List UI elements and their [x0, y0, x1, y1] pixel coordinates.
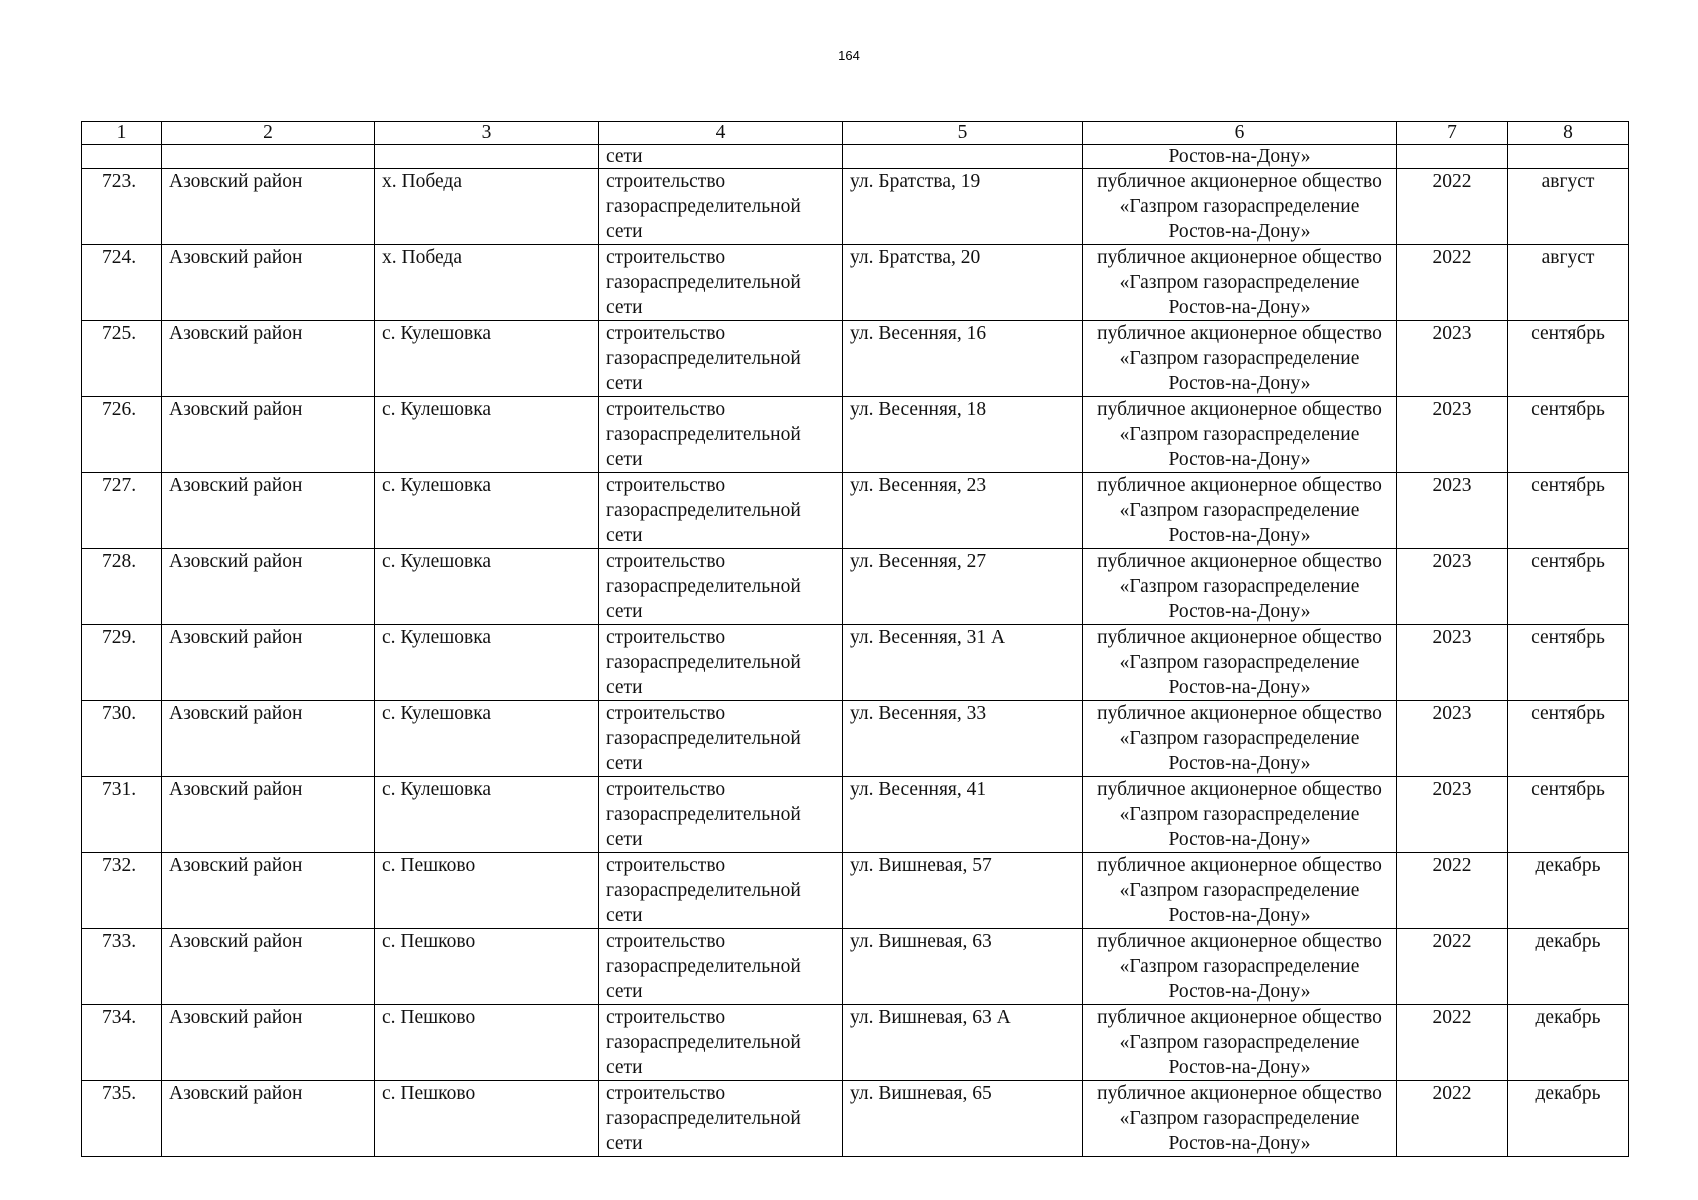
address-cell: ул. Весенняя, 27 [843, 549, 1083, 625]
work-type-line: строительство [606, 1083, 726, 1104]
organization-line: «Газпром газораспределение [1119, 272, 1360, 293]
address-cell: ул. Вишневая, 57 [843, 853, 1083, 929]
work-type-line: строительство [606, 551, 726, 572]
month-cell: декабрь [1508, 853, 1629, 929]
address-cell: ул. Весенняя, 33 [843, 701, 1083, 777]
organization-cell [1083, 701, 1397, 777]
row-number-cell: 724. [82, 245, 162, 321]
work-type-line: строительство [606, 399, 726, 420]
organization-line: публичное акционерное общество [1097, 1007, 1382, 1028]
work-type-line: газораспределительной [606, 576, 801, 597]
table-row [82, 473, 1629, 549]
table-cell [1508, 145, 1629, 169]
row-number-cell: 727. [82, 473, 162, 549]
table-row [82, 245, 1629, 321]
work-type-line: сети [606, 297, 643, 318]
month-cell: август [1508, 169, 1629, 245]
work-type-line: газораспределительной [606, 500, 801, 521]
district-cell: Азовский район [162, 701, 375, 777]
settlement-cell: с. Кулешовка [375, 473, 599, 549]
year-cell: 2022 [1397, 245, 1508, 321]
settlement-cell: с. Кулешовка [375, 701, 599, 777]
organization-line: публичное акционерное общество [1097, 551, 1382, 572]
month-cell: сентябрь [1508, 549, 1629, 625]
organization-line: публичное акционерное общество [1097, 627, 1382, 648]
work-type-line: газораспределительной [606, 956, 801, 977]
district-cell: Азовский район [162, 397, 375, 473]
work-type-line: газораспределительной [606, 196, 801, 217]
year-cell: 2023 [1397, 625, 1508, 701]
district-cell: Азовский район [162, 625, 375, 701]
address-cell: ул. Братства, 19 [843, 169, 1083, 245]
column-number: 3 [375, 122, 599, 145]
organization-cell [1083, 1081, 1397, 1157]
work-type-cell [599, 701, 843, 777]
row-number-cell: 730. [82, 701, 162, 777]
row-number-cell: 733. [82, 929, 162, 1005]
organization-line: Ростов-на-Дону» [1168, 829, 1311, 850]
organization-cell: Ростов-на-Дону» [1083, 145, 1397, 169]
year-cell: 2023 [1397, 701, 1508, 777]
district-cell: Азовский район [162, 777, 375, 853]
table-row [82, 929, 1629, 1005]
work-type-line: строительство [606, 247, 726, 268]
table-row [82, 1081, 1629, 1157]
address-cell: ул. Весенняя, 41 [843, 777, 1083, 853]
district-cell: Азовский район [162, 473, 375, 549]
work-type-line: газораспределительной [606, 652, 801, 673]
organization-line: «Газпром газораспределение [1119, 1032, 1360, 1053]
work-type-line: строительство [606, 1007, 726, 1028]
settlement-cell: с. Кулешовка [375, 397, 599, 473]
year-cell: 2023 [1397, 397, 1508, 473]
column-number: 4 [599, 122, 843, 145]
organization-cell [1083, 853, 1397, 929]
table-cell [162, 145, 375, 169]
work-type-cell: сети [599, 145, 843, 169]
work-type-cell [599, 625, 843, 701]
settlement-cell: с. Кулешовка [375, 777, 599, 853]
work-type-line: газораспределительной [606, 272, 801, 293]
work-type-cell [599, 1081, 843, 1157]
organization-line: «Газпром газораспределение [1119, 804, 1360, 825]
row-number-cell: 735. [82, 1081, 162, 1157]
district-cell: Азовский район [162, 169, 375, 245]
table-row [82, 1005, 1629, 1081]
organization-line: «Газпром газораспределение [1119, 576, 1360, 597]
year-cell: 2022 [1397, 1081, 1508, 1157]
district-cell: Азовский район [162, 549, 375, 625]
year-cell: 2022 [1397, 1005, 1508, 1081]
organization-line: публичное акционерное общество [1097, 1083, 1382, 1104]
work-type-line: строительство [606, 475, 726, 496]
table-body [82, 122, 1629, 1157]
work-type-line: строительство [606, 171, 726, 192]
work-type-line: сети [606, 221, 643, 242]
work-type-line: строительство [606, 627, 726, 648]
year-cell: 2022 [1397, 169, 1508, 245]
organization-line: «Газпром газораспределение [1119, 500, 1360, 521]
organization-line: Ростов-на-Дону» [1168, 449, 1311, 470]
work-type-cell [599, 549, 843, 625]
table-row [82, 321, 1629, 397]
address-cell: ул. Братства, 20 [843, 245, 1083, 321]
settlement-cell: с. Кулешовка [375, 625, 599, 701]
column-number: 1 [82, 122, 162, 145]
organization-line: публичное акционерное общество [1097, 247, 1382, 268]
address-cell: ул. Весенняя, 23 [843, 473, 1083, 549]
row-number-cell: 728. [82, 549, 162, 625]
work-type-line: сети [606, 1133, 643, 1154]
month-cell: сентябрь [1508, 397, 1629, 473]
district-cell: Азовский район [162, 1005, 375, 1081]
work-type-line: сети [606, 373, 643, 394]
month-cell: декабрь [1508, 1005, 1629, 1081]
organization-line: Ростов-на-Дону» [1168, 601, 1311, 622]
organization-cell [1083, 1005, 1397, 1081]
settlement-cell: с. Кулешовка [375, 549, 599, 625]
settlement-cell: с. Пешково [375, 1005, 599, 1081]
organization-line: «Газпром газораспределение [1119, 348, 1360, 369]
organization-line: Ростов-на-Дону» [1168, 221, 1311, 242]
organization-line: публичное акционерное общество [1097, 931, 1382, 952]
organization-line: Ростов-на-Дону» [1168, 297, 1311, 318]
organization-line: Ростов-на-Дону» [1168, 677, 1311, 698]
organization-line: публичное акционерное общество [1097, 779, 1382, 800]
work-type-cell [599, 397, 843, 473]
table-row [82, 777, 1629, 853]
year-cell: 2023 [1397, 549, 1508, 625]
year-cell: 2022 [1397, 929, 1508, 1005]
organization-line: «Газпром газораспределение [1119, 196, 1360, 217]
work-type-line: строительство [606, 931, 726, 952]
organization-line: публичное акционерное общество [1097, 475, 1382, 496]
work-type-line: газораспределительной [606, 1032, 801, 1053]
column-number-row [82, 122, 1629, 145]
month-cell: сентябрь [1508, 625, 1629, 701]
address-cell: ул. Вишневая, 63 [843, 929, 1083, 1005]
organization-line: «Газпром газораспределение [1119, 652, 1360, 673]
row-number-cell: 725. [82, 321, 162, 397]
work-type-line: сети [606, 905, 643, 926]
work-type-line: сети [606, 601, 643, 622]
work-type-line: сети [606, 981, 643, 1002]
organization-line: публичное акционерное общество [1097, 171, 1382, 192]
year-cell: 2023 [1397, 321, 1508, 397]
settlement-cell: х. Победа [375, 245, 599, 321]
row-number-cell: 723. [82, 169, 162, 245]
work-type-line: сети [606, 753, 643, 774]
organization-cell [1083, 321, 1397, 397]
district-cell: Азовский район [162, 853, 375, 929]
work-type-line: газораспределительной [606, 424, 801, 445]
organization-cell [1083, 473, 1397, 549]
organization-line: публичное акционерное общество [1097, 703, 1382, 724]
organization-line: публичное акционерное общество [1097, 855, 1382, 876]
table-cell [843, 145, 1083, 169]
work-type-line: газораспределительной [606, 348, 801, 369]
table-row [82, 625, 1629, 701]
district-cell: Азовский район [162, 245, 375, 321]
work-type-cell [599, 169, 843, 245]
organization-cell [1083, 245, 1397, 321]
organization-line: Ростов-на-Дону» [1168, 373, 1311, 394]
table-row [82, 169, 1629, 245]
table-row [82, 397, 1629, 473]
work-type-line: сети [606, 525, 643, 546]
district-cell: Азовский район [162, 929, 375, 1005]
work-type-line: сети [606, 449, 643, 470]
organization-line: «Газпром газораспределение [1119, 1108, 1360, 1129]
work-type-line: газораспределительной [606, 804, 801, 825]
work-type-line: сети [606, 829, 643, 850]
settlement-cell: х. Победа [375, 169, 599, 245]
address-cell: ул. Вишневая, 63 А [843, 1005, 1083, 1081]
organization-line: Ростов-на-Дону» [1168, 1133, 1311, 1154]
organization-line: Ростов-на-Дону» [1168, 981, 1311, 1002]
settlement-cell: с. Пешково [375, 929, 599, 1005]
organization-line: Ростов-на-Дону» [1168, 905, 1311, 926]
district-cell: Азовский район [162, 321, 375, 397]
table-row [82, 701, 1629, 777]
column-number: 6 [1083, 122, 1397, 145]
column-number: 7 [1397, 122, 1508, 145]
column-number: 8 [1508, 122, 1629, 145]
work-type-line: строительство [606, 855, 726, 876]
table-cell [375, 145, 599, 169]
month-cell: август [1508, 245, 1629, 321]
work-type-cell [599, 1005, 843, 1081]
address-cell: ул. Весенняя, 18 [843, 397, 1083, 473]
organization-line: публичное акционерное общество [1097, 399, 1382, 420]
continuation-row [82, 145, 1629, 169]
organization-line: публичное акционерное общество [1097, 323, 1382, 344]
work-type-cell [599, 777, 843, 853]
column-number: 5 [843, 122, 1083, 145]
column-number: 2 [162, 122, 375, 145]
month-cell: сентябрь [1508, 777, 1629, 853]
settlement-cell: с. Пешково [375, 1081, 599, 1157]
organization-line: «Газпром газораспределение [1119, 424, 1360, 445]
organization-cell [1083, 397, 1397, 473]
year-cell: 2023 [1397, 777, 1508, 853]
organization-line: Ростов-на-Дону» [1168, 1057, 1311, 1078]
month-cell: декабрь [1508, 1081, 1629, 1157]
organization-cell [1083, 169, 1397, 245]
work-type-cell [599, 245, 843, 321]
page-number: 164 [838, 48, 860, 63]
work-type-line: строительство [606, 323, 726, 344]
organization-line: Ростов-на-Дону» [1168, 753, 1311, 774]
registry-table [81, 121, 1629, 1157]
table-cell [1397, 145, 1508, 169]
work-type-line: газораспределительной [606, 1108, 801, 1129]
organization-cell [1083, 625, 1397, 701]
row-number-cell: 734. [82, 1005, 162, 1081]
organization-line: Ростов-на-Дону» [1168, 525, 1311, 546]
table-row [82, 853, 1629, 929]
table-cell [82, 145, 162, 169]
address-cell: ул. Весенняя, 31 А [843, 625, 1083, 701]
work-type-cell [599, 853, 843, 929]
settlement-cell: с. Пешково [375, 853, 599, 929]
row-number-cell: 726. [82, 397, 162, 473]
month-cell: сентябрь [1508, 473, 1629, 549]
organization-cell [1083, 929, 1397, 1005]
row-number-cell: 731. [82, 777, 162, 853]
work-type-line: строительство [606, 779, 726, 800]
row-number-cell: 729. [82, 625, 162, 701]
address-cell: ул. Весенняя, 16 [843, 321, 1083, 397]
table-row [82, 549, 1629, 625]
year-cell: 2023 [1397, 473, 1508, 549]
month-cell: декабрь [1508, 929, 1629, 1005]
organization-line: «Газпром газораспределение [1119, 880, 1360, 901]
work-type-line: газораспределительной [606, 880, 801, 901]
work-type-line: строительство [606, 703, 726, 724]
work-type-line: газораспределительной [606, 728, 801, 749]
month-cell: сентябрь [1508, 321, 1629, 397]
month-cell: сентябрь [1508, 701, 1629, 777]
work-type-cell [599, 929, 843, 1005]
organization-cell [1083, 549, 1397, 625]
row-number-cell: 732. [82, 853, 162, 929]
work-type-line: сети [606, 1057, 643, 1078]
work-type-cell [599, 473, 843, 549]
organization-line: «Газпром газораспределение [1119, 728, 1360, 749]
year-cell: 2022 [1397, 853, 1508, 929]
district-cell: Азовский район [162, 1081, 375, 1157]
organization-line: «Газпром газораспределение [1119, 956, 1360, 977]
work-type-cell [599, 321, 843, 397]
work-type-line: сети [606, 677, 643, 698]
organization-cell [1083, 777, 1397, 853]
settlement-cell: с. Кулешовка [375, 321, 599, 397]
address-cell: ул. Вишневая, 65 [843, 1081, 1083, 1157]
